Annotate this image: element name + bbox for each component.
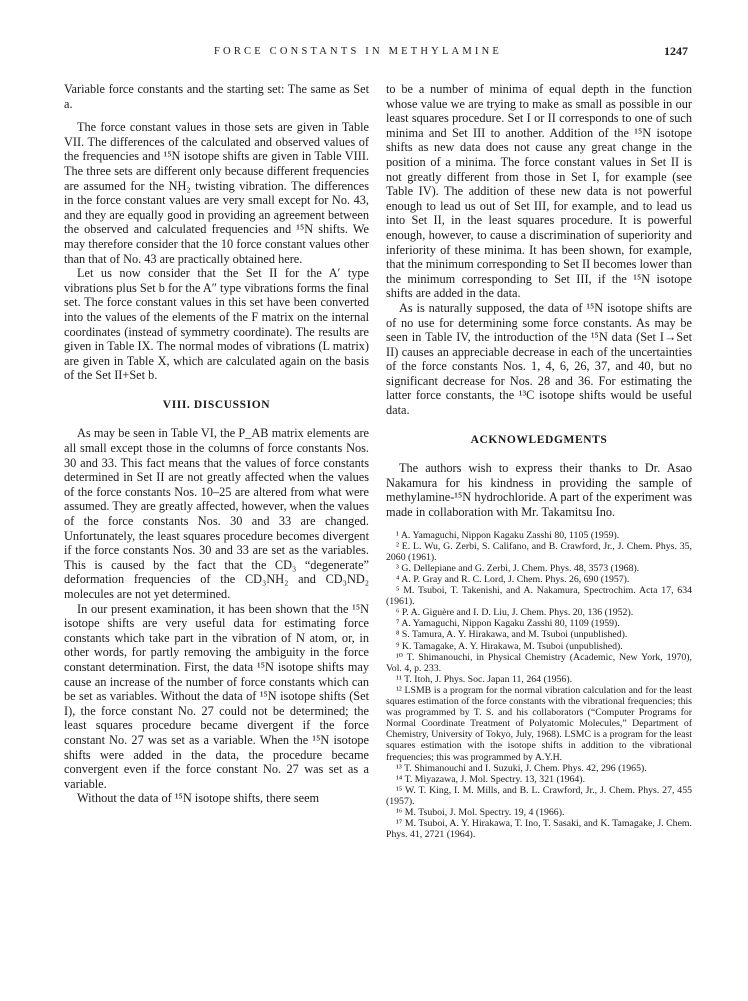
reference-item: ¹ A. Yamaguchi, Nippon Kagaku Zasshi 80, 1105 (1959). <box>396 529 620 541</box>
paragraph: As may be seen in Table VI, the P_AB matrix elements are all small except those in the columns of force constants Nos. 30 and 33. This fact means that the values of force constants determined in Set II are not greatly affected when the values of the force constants Nos. 10–25 are altered from what were assumed. They are greatly affected, however, when the values of the force constants Nos. 30 and 33 are changed. Unfortunately, the least squares procedure becomes divergent if the force constants Nos. 30 and 33 are set as the variables. This is caused by the fact that the CD₃ “degenerate” deformation frequencies of the CD₃NH₂ and CD₃ND₂ molecules are not yet determined. <box>64 426 369 601</box>
reference-item: ¹² LSMB is a program for the normal vibration calculation and for the least squares estimation of the force constants with the vibrational frequencies; this was programmed by T. S. and his collaborators (“Computer Programs for Normal Coordinate Treatment of Polyatomic Molecules,” Department of Chemistry, University of Tokyo, July, 1968). LSMC is a program for the least squares estimation with the isotope shifts in addition to the vibrational frequencies; this was programmed by A.Y.H. <box>386 684 692 763</box>
reference-list <box>386 530 692 841</box>
paragraph: Variable force constants and the starting set: The same as Set a. <box>64 82 369 111</box>
paragraph: The authors wish to express their thanks to Dr. Asao Nakamura for his kindness in providing the sample of methylamine-¹⁵N hydrochloride. A part of the experiment was made in collaboration with Mr. Takamitsu Ino. <box>386 461 692 520</box>
reference-item: ⁴ A. P. Gray and R. C. Lord, J. Chem. Phys. 26, 690 (1957). <box>396 574 630 585</box>
reference-item: ² E. L. Wu, G. Zerbi, S. Califano, and B. Crawford, Jr., J. Chem. Phys. 35, 2060 (1961). <box>386 540 692 563</box>
paragraph: In our present examination, it has been shown that the ¹⁵N isotope shifts are very useful data for estimating force constants which take part in the vibration of N atom, or, in other words, for partly removing the ambiguity in the force constant determination. First, the data ¹⁵N isotope shifts may cause an increase of the number of force constants which can be set as variables. Without the data of ¹⁵N isotope shifts (Set I), the force constant No. 27 could not be determined; the least squares procedure became divergent if the force constant No. 27 was set as a variable. When the ¹⁵N isotope shifts were added in the data, the procedure became convergent even if the force constant No. 27 was set as a variable. <box>64 601 369 791</box>
left-column <box>64 82 369 806</box>
reference-item: ⁹ K. Tamagake, A. Y. Hirakawa, M. Tsuboi (unpublished). <box>396 640 623 652</box>
reference-item: ¹⁷ M. Tsuboi, A. Y. Hirakawa, T. Ino, T. Sasaki, and K. Tamagake, J. Chem. Phys. 41, 2721 (1964). <box>386 818 692 841</box>
reference-item: ⁵ M. Tsuboi, T. Takenishi, and A. Nakamura, Spectrochim. Acta 17, 634 (1961). <box>386 585 692 608</box>
page-header <box>88 44 688 64</box>
section-heading-acknowledgments: ACKNOWLEDGMENTS <box>470 433 608 446</box>
paragraph: Let us now consider that the Set II for the A′ type vibrations plus Set b for the A″ type vibrations forms the final set. The force constant values in this set have been converted into the values of the elements of the F matrix on the internal coordinates (instead of symmetry coordinate). The results are given in Table IX. The normal modes of vibrations (L matrix) are given in Table X, which are calculated again on the basis of the Set II+Set b. <box>64 266 369 383</box>
paragraph: to be a number of minima of equal depth in the function whose value we are trying to make as small as possible in our least squares procedure. Set I or II corresponds to one of such minima and Set III to another. Addition of the ¹⁵N isotope shifts as new data does not cause any great change in the position of a minima. The force constant values in Set II is not greatly different from those in Set I, for example (see Table IV). The addition of these new data is not powerful enough to lead us out of Set III, for example, and to lead us into Set II, in the least squares procedure. It is powerful enough, however, to cause a discrimination of superiority and inferiority of these minima. It has been shown, for example, that the minimum corresponding to Set II becomes lower than the minimum corresponding to Set III, if the ¹⁵N isotope shifts are added in the data. <box>386 82 692 301</box>
reference-item: ¹⁶ M. Tsuboi, J. Mol. Spectry. 19, 4 (1966). <box>396 806 565 818</box>
reference-item: ³ G. Dellepiane and G. Zerbi, J. Chem. Phys. 48, 3573 (1968). <box>396 562 640 574</box>
reference-item: ⁷ A. Yamaguchi, Nippon Kagaku Zasshi 80, 1109 (1959). <box>396 618 620 630</box>
reference-item: ¹⁴ T. Miyazawa, J. Mol. Spectry. 13, 321 (1964). <box>396 773 586 785</box>
paragraph: As is naturally supposed, the data of ¹⁵N isotope shifts are of no use for determining some force constants. As may be seen in Table IV, the introduction of the ¹⁵N data (Set I→Set II) causes an appreciable decrease in each of the uncertainties of the force constants Nos. 1, 4, 6, 26, 37, and 40, but no significant decrease for Nos. 28 and 36. For estimating the latter force constants, the ¹³C isotope shifts would be useful data. <box>386 300 692 418</box>
right-column <box>386 82 692 840</box>
paragraph: The force constant values in those sets are given in Table VII. The differences of the calculated and observed values of the frequencies and ¹⁵N isotope shifts are given in Table VIII. The three sets are different only because different frequencies are assumed for the NH₂ twisting vibration. The differences in the force constant values are very small except for No. 43, and they are equally good in providing an agreement between the observed and calculated frequencies and ¹⁵N shifts. We may therefore consider that the 10 force constant values other than that of No. 43 are practically obtained here. <box>64 120 369 266</box>
reference-item: ¹¹ T. Itoh, J. Phys. Soc. Japan 11, 264 (1956). <box>396 673 573 685</box>
reference-item: ¹³ T. Shimanouchi and I. Suzuki, J. Chem. Phys. 42, 296 (1965). <box>396 762 647 774</box>
reference-item: ¹⁵ W. T. King, I. M. Mills, and B. L. Crawford, Jr., J. Chem. Phys. 27, 455 (1957). <box>386 784 692 807</box>
paragraph: Without the data of ¹⁵N isotope shifts, there seem <box>77 791 320 806</box>
reference-item: ⁸ S. Tamura, A. Y. Hirakawa, and M. Tsuboi (unpublished). <box>396 629 628 641</box>
page-number: 1247 <box>664 44 688 58</box>
reference-item: ¹⁰ T. Shimanouchi, in Physical Chemistry (Academic, New York, 1970), Vol. 4, p. 233. <box>386 651 692 674</box>
running-title: FORCE CONSTANTS IN METHYLAMINE <box>214 46 502 57</box>
section-heading-discussion: VIII. DISCUSSION <box>162 398 271 411</box>
reference-item: ⁶ P. A. Giguère and I. D. Liu, J. Chem. Phys. 20, 136 (1952). <box>396 607 634 619</box>
